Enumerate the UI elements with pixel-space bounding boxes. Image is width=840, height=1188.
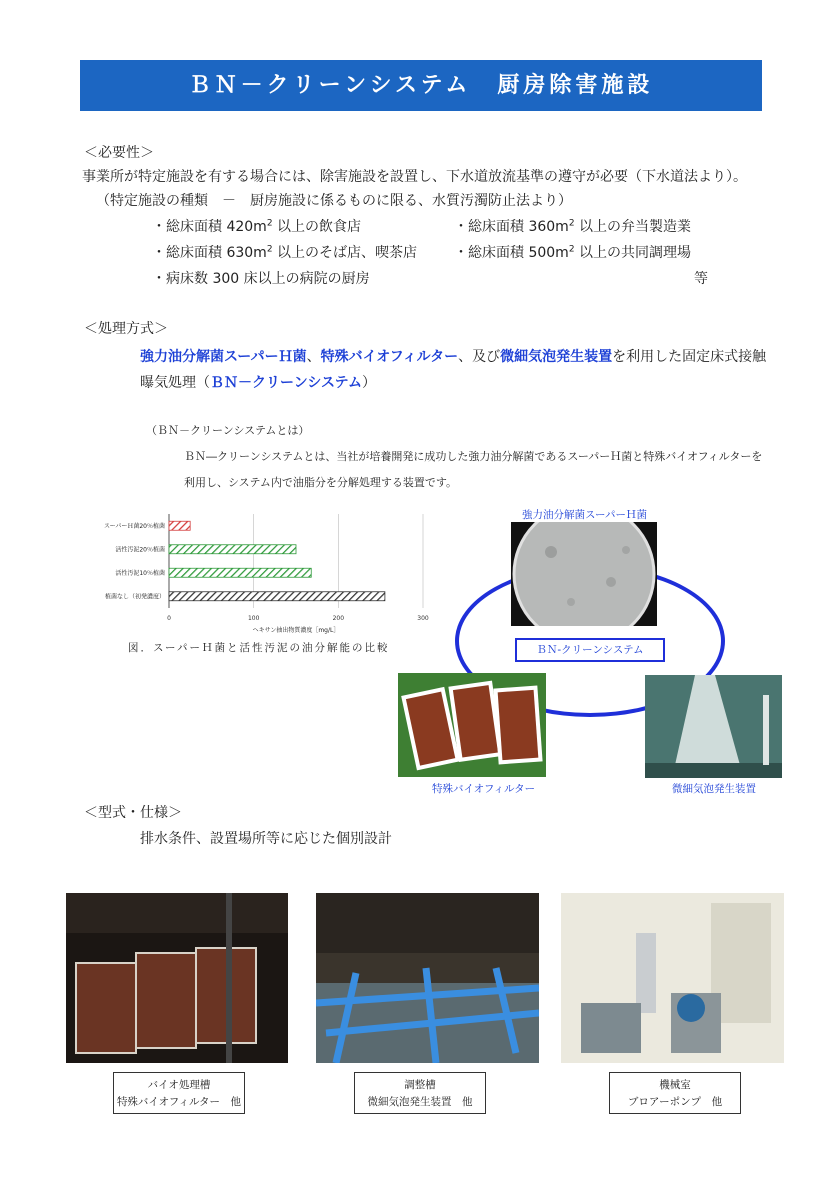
photo-caption-bio-tank: バイオ処理槽 特殊バイオフィルター 他 [113, 1072, 245, 1114]
category-label: 活性汚泥10％植菌 [115, 569, 165, 577]
biofilter-photo [398, 673, 546, 777]
chart-bar [169, 521, 190, 530]
x-tick-label: 300 [417, 615, 429, 622]
oil-decomposition-chart [83, 512, 443, 642]
facility-item: ・総床面積 $500m^2$ 以上の共同調理場 [454, 244, 691, 261]
chart-bar [169, 568, 311, 577]
bacteria-label: 強力油分解菌スーパーＨ菌 [522, 509, 647, 521]
bio-tank-photo [66, 893, 288, 1063]
necessity-heading: ＜必要性＞ [84, 145, 154, 161]
category-label: 植菌なし（初発濃度） [104, 593, 165, 601]
facility-item: ・総床面積 $420m^2$ 以上の飲食店 [152, 218, 361, 235]
x-axis-label: ヘキサン抽出物質濃度［mg/L］ [252, 627, 340, 634]
chart-caption: 図．スーパーＨ菌と活性汚泥の油分解能の比較 [128, 642, 390, 654]
spec-text: 排水条件、設置場所等に応じた個別設計 [140, 831, 392, 847]
adjustment-tank-photo [316, 893, 539, 1063]
x-tick-label: 0 [167, 615, 171, 622]
category-label: スーパーＨ菌20％植菌 [103, 522, 165, 530]
about-line-1: ＢＮ―クリーンシステムとは、当社が培養開発に成功した強力油分解菌であるスーパーＨ菌と特殊バイオフィルターを [184, 450, 763, 463]
bubble-generator-photo [645, 675, 782, 778]
facility-item: ・総床面積 $360m^2$ 以上の弁当製造業 [454, 218, 691, 235]
about-label: （ＢＮ－クリーンシステムとは） [146, 424, 310, 437]
necessity-line-1: 事業所が特定施設を有する場合には、除害施設を設置し、下水道放流基準の遵守が必要（下水道法より）。 [82, 169, 747, 185]
bubble-generator-label: 微細気泡発生装置 [672, 783, 756, 795]
etc-label: 等 [694, 271, 708, 287]
facility-item: ・病床数 300 床以上の病院の厨房 [152, 271, 370, 287]
facility-item: ・総床面積 $630m^2$ 以上のそば店、喫茶店 [152, 244, 417, 261]
necessity-line-2: （特定施設の種類 － 厨房施設に係るものに限る、水質汚濁防止法より） [96, 193, 572, 209]
x-tick-label: 200 [332, 615, 345, 622]
biofilter-label: 特殊バイオフィルター [432, 783, 536, 795]
bacteria-photo [511, 522, 657, 626]
chart-svg [83, 512, 443, 637]
spec-heading: ＜型式・仕様＞ [84, 805, 182, 821]
photo-caption-adjustment-tank: 調整槽 微細気泡発生装置 他 [354, 1072, 486, 1114]
chart-bar [169, 545, 296, 554]
method-heading: ＜処理方式＞ [84, 321, 168, 337]
page-title: ＢＮ－クリーンシステム 厨房除害施設 [80, 60, 762, 111]
chart-bar [169, 592, 385, 601]
about-line-2: 利用し、システム内で油脂分を分解処理する装置です。 [184, 476, 458, 489]
photo-caption-machine-room: 機械室 ブロアーポンプ 他 [609, 1072, 741, 1114]
method-text: 強力油分解菌スーパーＨ菌、特殊バイオフィルター、及び微細気泡発生装置を利用した固定床式接触 [140, 349, 767, 365]
machine-room-photo [561, 893, 784, 1063]
method-text-2: 曝気処理（ＢＮ－クリーンシステム） [140, 375, 376, 391]
category-label: 活性汚泥20％植菌 [115, 546, 165, 554]
system-center-label: ＢＮ-クリーンシステム [515, 638, 665, 662]
x-tick-label: 100 [247, 615, 260, 622]
